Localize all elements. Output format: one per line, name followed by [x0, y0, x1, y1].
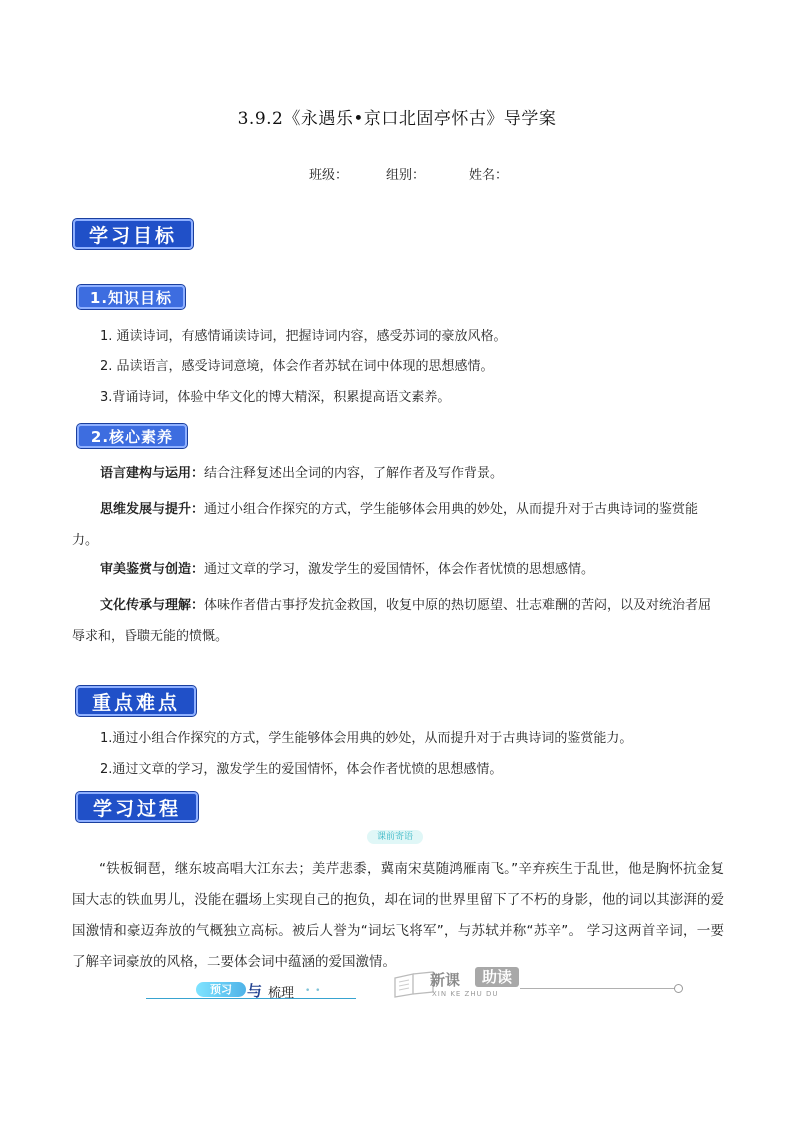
knowledge-item: 2. 品读语言，感受诗词意境，体会作者苏轼在词中体现的思想感情。	[100, 359, 494, 374]
core-item	[100, 560, 730, 580]
doc-title: 3.9.2《永遇乐•京口北固亭怀古》导学案	[237, 109, 557, 129]
knowledge-item: 3.背诵诗词，体验中华文化的博大精深，积累提高语文素养。	[100, 390, 451, 405]
core-item-text: 通过小组合作探究的方式，学生能够体会用典的妙处，从而提升对于古典诗词的鉴赏能力。	[72, 502, 699, 548]
group-label: 组别：	[386, 168, 426, 183]
preview-connector: 与	[247, 982, 263, 1000]
core-item-text: 结合注释复述出全词的内容，了解作者及写作背景。	[204, 466, 504, 481]
core-item-label: 审美鉴赏与创造：	[100, 562, 205, 577]
class-label: 班级：	[309, 168, 349, 183]
preview-label: 梳理	[268, 986, 295, 1001]
core-item-text: 体味作者借古事抒发抗金救国，收复中原的热切愿望、壮志难酬的苦闷，以及对统治者屈辱求和，昏聩无能的愤慨。	[72, 598, 712, 644]
book-icon	[393, 970, 435, 998]
rule-end-circle-icon	[674, 984, 683, 993]
logo-text: 新课	[430, 971, 461, 989]
subheading-core: 2.核心素养	[77, 424, 187, 448]
core-item-text: 通过文章的学习，激发学生的爱国情怀，体会作者忧愤的思想感情。	[204, 562, 595, 577]
core-item	[72, 494, 724, 556]
section-heading-key-points: 重点难点	[76, 686, 196, 716]
key-point-item: 1.通过小组合作探究的方式，学生能够体会用典的妙处，从而提升对于古典诗词的鉴赏能力。	[100, 731, 633, 746]
dots-decoration: • •	[305, 986, 322, 996]
core-item-label: 文化传承与理解：	[100, 598, 205, 613]
core-item-label: 语言建构与运用：	[100, 466, 205, 481]
name-label: 姓名：	[469, 168, 509, 183]
knowledge-item: 1. 通读诗词，有感情诵读诗词，把握诗词内容，感受苏词的豪放风格。	[100, 329, 507, 344]
section-heading-process: 学习过程	[76, 792, 198, 822]
logo-rule	[520, 988, 675, 989]
core-item-label: 思维发展与提升：	[100, 502, 205, 517]
logo-pinyin: XIN KE ZHU DU	[432, 990, 499, 998]
intro-paragraph: “铁板铜琶，继东坡高唱大江东去；美芹悲黍，冀南宋莫随鸿雁南飞。”辛弃疾生于乱世，他是胸怀抗金复国大志的铁血男儿，没能在疆场上实现自己的抱负，却在词的世界里留下了不朽的身影，他的词以其澎湃的爱国激情和豪迈奔放的气概独立高标。被后人誉为“词坛飞将军”，与苏轼并称“苏辛”。 学习这两首辛词，一要了解辛词豪放的风格，二要体会词中蕴涵的爱国激情。	[72, 861, 724, 970]
subheading-knowledge: 1.知识目标	[77, 285, 185, 309]
core-item	[72, 590, 724, 652]
preview-tag: 预习	[196, 982, 246, 997]
core-item	[100, 464, 730, 484]
preface-tag: 课前寄语	[367, 830, 423, 844]
logo-badge: 助读	[475, 967, 519, 987]
section-heading-objectives: 学习目标	[73, 219, 193, 249]
key-point-item: 2.通过文章的学习，激发学生的爱国情怀，体会作者忧愤的思想感情。	[100, 762, 503, 777]
